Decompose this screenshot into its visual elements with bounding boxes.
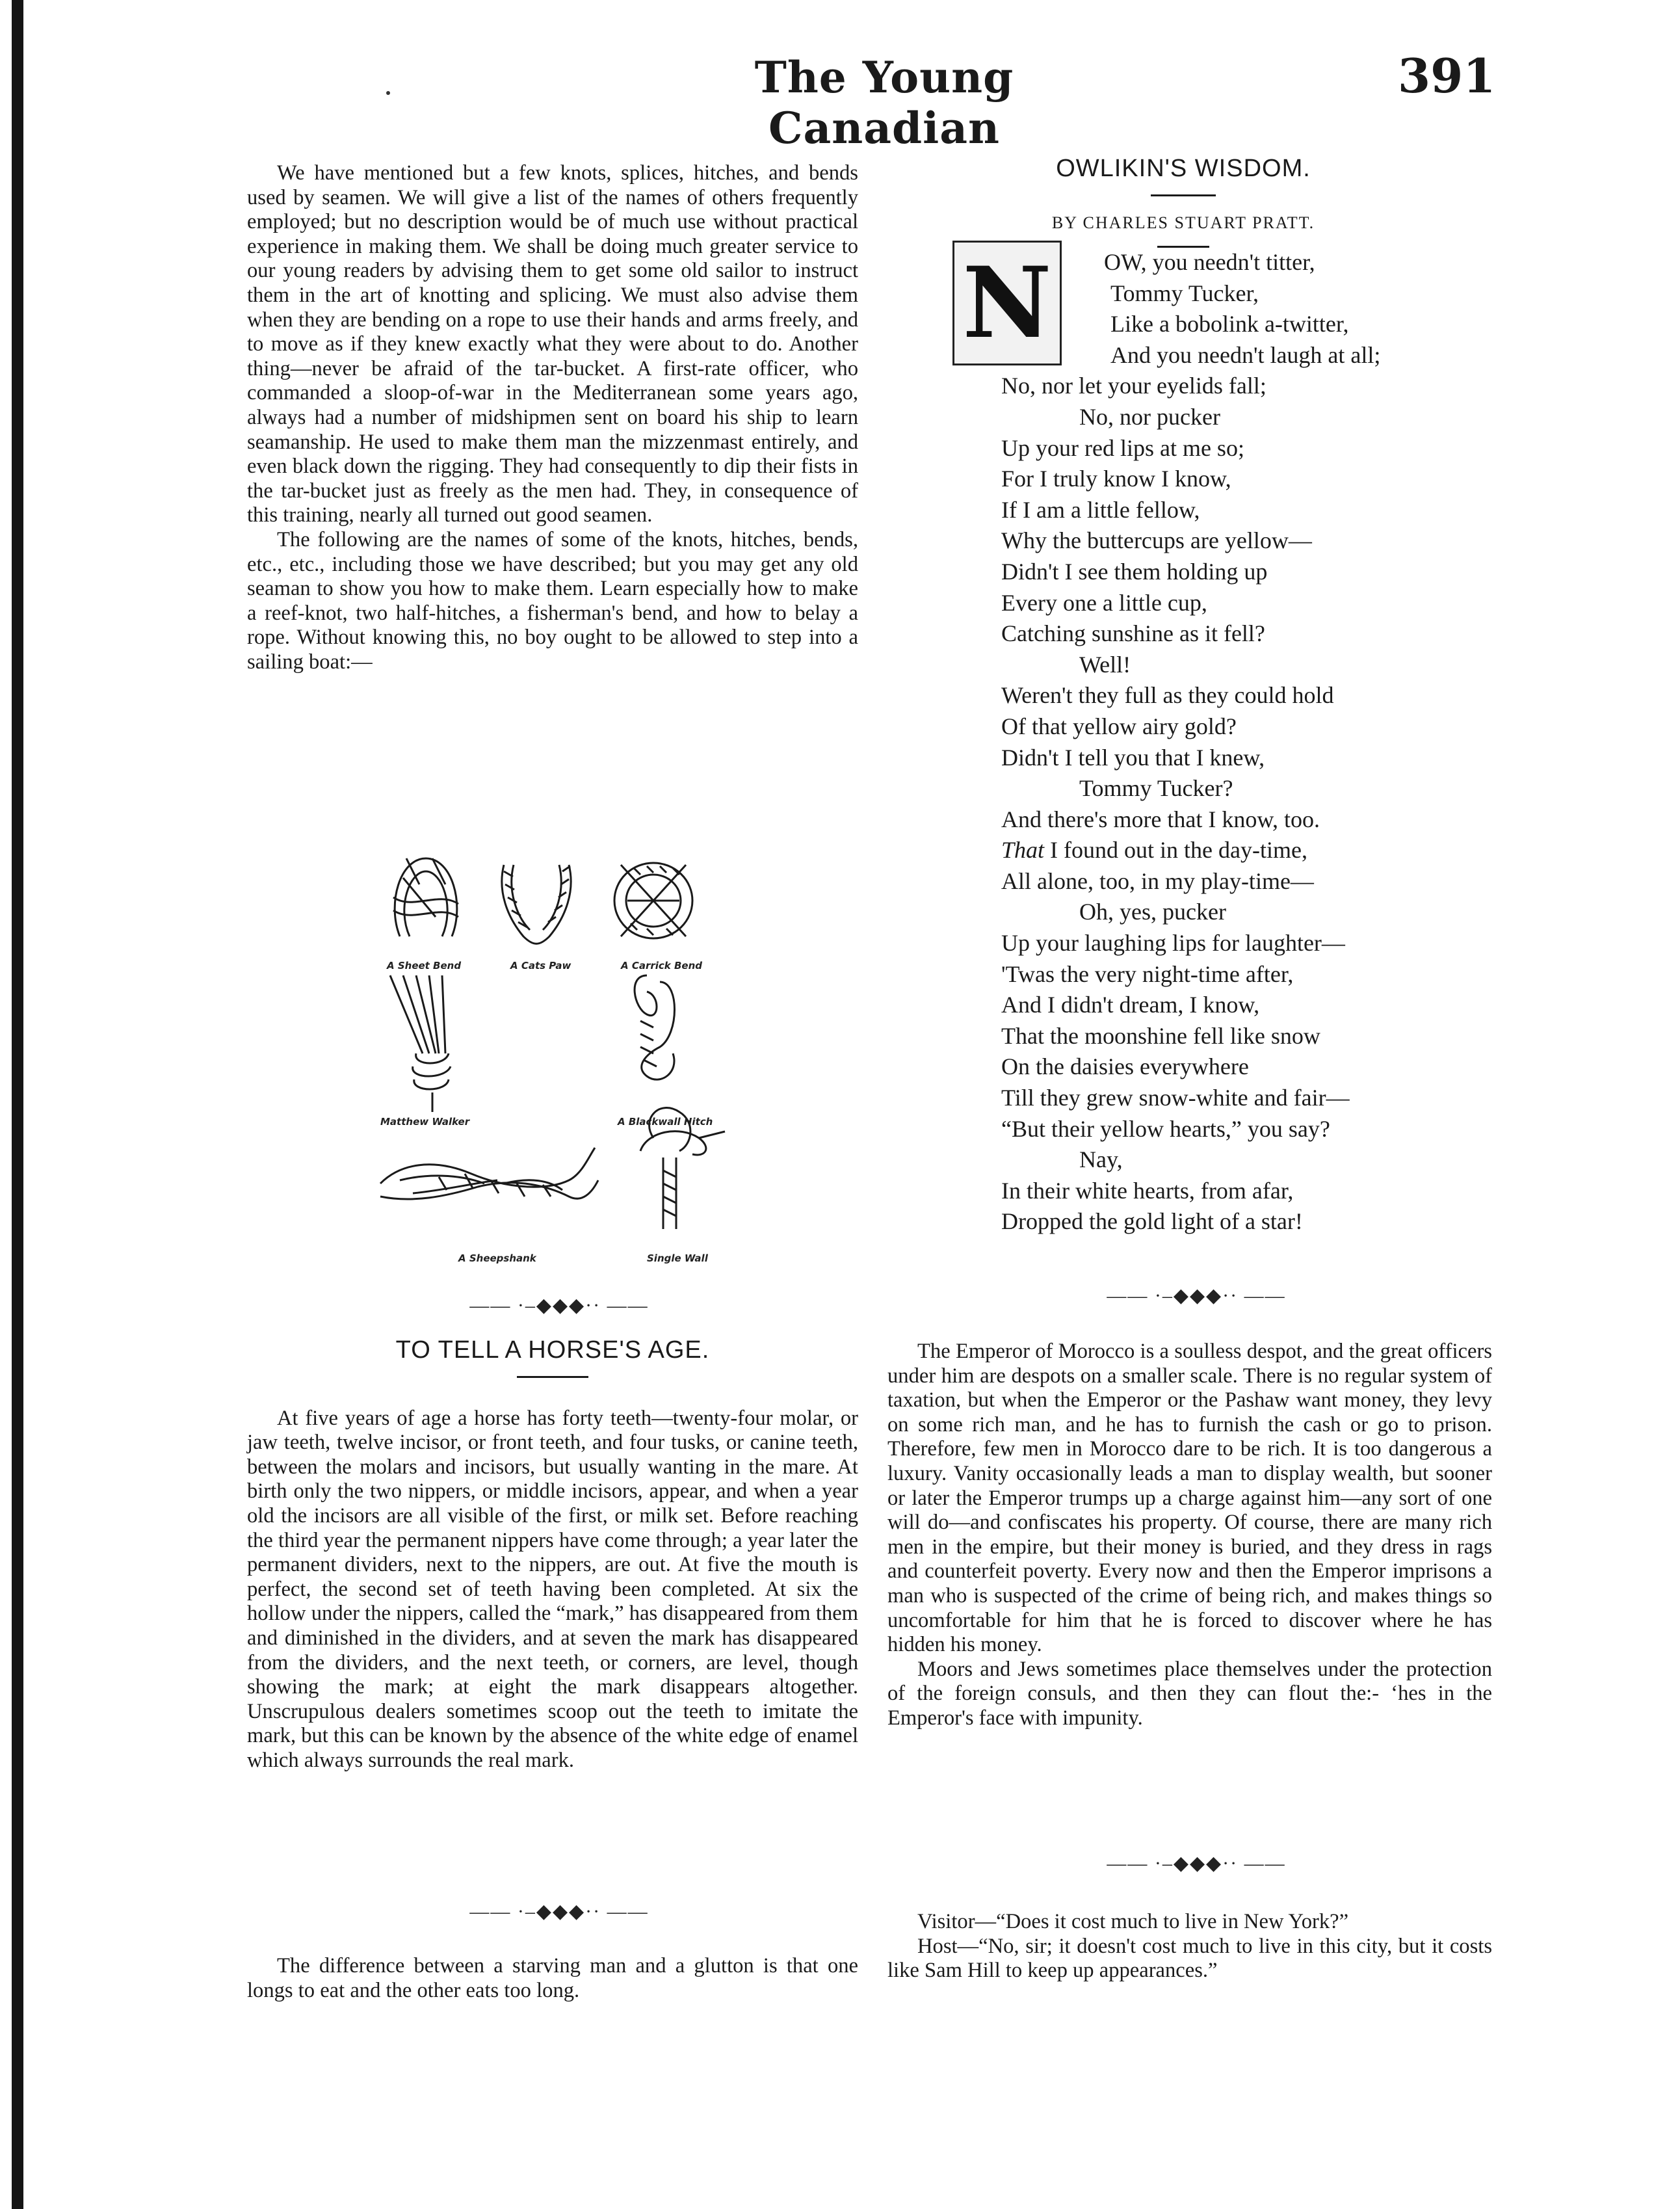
horse-article-title: TO TELL A HORSE'S AGE. bbox=[395, 1336, 710, 1364]
poem-line: Every one a little cup, bbox=[1001, 589, 1207, 616]
poem-line: No, nor pucker bbox=[1079, 403, 1220, 430]
poem-line: Nay, bbox=[1079, 1146, 1123, 1173]
poem-line: On the daisies everywhere bbox=[1001, 1053, 1249, 1080]
knots-article bbox=[247, 161, 858, 674]
poem-line: That the moonshine fell like snow bbox=[1001, 1022, 1320, 1049]
poem-line: Didn't I see them holding up bbox=[1001, 558, 1268, 585]
poem-body bbox=[1001, 247, 1469, 1237]
poem-heading bbox=[897, 155, 1469, 248]
label-carrick-bend: A Carrick Bend bbox=[621, 960, 703, 972]
poem-line: And I didn't dream, I know, bbox=[1001, 992, 1260, 1018]
ornament-divider: —— ·–◆◆◆·· —— bbox=[469, 1901, 649, 1922]
poem-line: Tommy Tucker? bbox=[1079, 775, 1233, 802]
poem-line: No, nor let your eyelids fall; bbox=[1001, 373, 1267, 399]
poem-line: Like a bobolink a-twitter, bbox=[1110, 311, 1349, 337]
glutton-note bbox=[247, 1954, 858, 2003]
drop-cap-letter: N bbox=[962, 246, 1052, 360]
poem-line: All alone, too, in my play-time— bbox=[1001, 867, 1314, 894]
poem-line: Up your red lips at me so; bbox=[1001, 434, 1244, 461]
poem-line: OW, you needn't titter, bbox=[1104, 249, 1315, 275]
host-line: Host—“No, sir; it doesn't cost much to live in this city, but it costs like Sam Hill to keep up appearances.” bbox=[887, 1934, 1492, 1983]
poem-line: And you needn't laugh at all; bbox=[1110, 341, 1381, 368]
poem-line: 'Twas the very night-time after, bbox=[1001, 960, 1294, 987]
poem-line: Weren't they full as they could hold bbox=[1001, 682, 1334, 709]
page-header bbox=[0, 0, 1680, 153]
poem-line: If I am a little fellow, bbox=[1001, 496, 1200, 523]
matthew-walker-drawing bbox=[390, 975, 451, 1112]
sheet-bend-drawing bbox=[393, 858, 458, 936]
poem-line: For I truly know I know, bbox=[1001, 466, 1231, 492]
sheepshank-drawing bbox=[380, 1148, 598, 1199]
cats-paw-drawing bbox=[502, 865, 571, 944]
morocco-article bbox=[887, 1340, 1492, 1731]
poem-line: Dropped the gold light of a star! bbox=[1001, 1208, 1303, 1235]
title-rule bbox=[517, 1376, 588, 1378]
poem-byline: BY CHARLES STUART PRATT. bbox=[1051, 213, 1315, 232]
morocco-paragraph-1: The Emperor of Morocco is a soulless despot, and the great officers under him are despots on a smaller scale. There is no regular system of taxation, but when the Emperor or the Pashaw want money, they levy on some rich man, and he has to furnish the cash or go to prison. Therefore, few men in Morocco dare to be rich. It is too dangerous a luxury. Vanity occasionally leads a man to display wealth, but sooner or later the Emperor trumps up a charge against him—any sort of one will do—and confiscates his property. Of course, there are many rich men in the empire, but their money is buried, and they dress in rags and counterfeit poverty. Every now and then the Emperor imprisons a man who is suspected of the crime of being rich, and makes things so uncomfortable for him that he is forced to discover where he has hidden his money. bbox=[887, 1340, 1492, 1657]
label-sheepshank: A Sheepshank bbox=[458, 1252, 536, 1264]
label-sheet-bend: A Sheet Bend bbox=[387, 960, 462, 972]
horse-paragraph: At five years of age a horse has forty teeth—twenty-four molar, or jaw teeth, twelve incisor, or front teeth, and four tusks, or canine teeth, between the molars and incisors, but usually wanting in the mare. At birth only the two nippers, or middle incisors, appear, and when a year old the incisors are all visible of the first, or milk set. Before reaching the third year the permanent nippers have come through; a year later the permanent dividers, next to the nippers, are out. At five the mouth is perfect, the second set of teeth having been completed. At six the hollow under the nippers, called the “mark,” has disappeared from them and diminished in the dividers, and at seven the mark has disappeared from the dividers, and the next teeth, or corners, are level, though showing the mark; at eight the mark disappears altogether. Unscrupulous dealers sometimes scoop out the teeth to imitate the mark, but this can be known by the absence of the white edge of enamel which always surrounds the real mark. bbox=[247, 1406, 858, 1772]
page-number: 391 bbox=[1398, 48, 1496, 103]
speck bbox=[386, 91, 390, 95]
poem-line: Well! bbox=[1079, 651, 1131, 678]
new-york-joke bbox=[887, 1910, 1492, 1983]
horse-article bbox=[247, 1338, 858, 1773]
poem-line: I found out in the day-time, bbox=[1044, 837, 1307, 864]
poem-line: Till they grew snow-white and fair— bbox=[1001, 1085, 1350, 1111]
label-cats-paw: A Cats Paw bbox=[510, 960, 571, 972]
blackwall-hitch-drawing bbox=[635, 975, 674, 1079]
poem-line: In their white hearts, from afar, bbox=[1001, 1177, 1294, 1204]
poem-line: Up your laughing lips for laughter— bbox=[1001, 930, 1345, 957]
knots-paragraph-1: We have mentioned but a few knots, splices, hitches, and bends used by seamen. We will give a list of the names of others frequently employed; but no description would be of much use without practical experience in making them. We shall be doing much greater service to our young readers by advising them to get some old sailor to instruct them in the art of knotting and splicing. We must also advise them when they are bending on a rope to use their hands and arms freely, and to move as if they knew exactly what they were about to do. Another thing—never be afraid of the tar-bucket. A first-rate officer, who commanded a sloop-of-war in the Mediterranean some years ago, always had a number of midshipmen sent on board his ship to learn seamanship. He used to make them man the mizzenmast entirely, and even black down the rigging. They had consequently to dip their fists in the tar-bucket just as freely as the men had. They, in consequence of this training, nearly all turned out good seamen. bbox=[247, 161, 858, 527]
visitor-line: Visitor—“Does it cost much to live in New York?” bbox=[917, 1910, 1349, 1933]
page-spine bbox=[12, 0, 23, 2209]
poem-line: Oh, yes, pucker bbox=[1079, 899, 1226, 925]
poem-line: Of that yellow airy gold? bbox=[1001, 713, 1237, 739]
masthead-title: The Young Canadian bbox=[754, 52, 1014, 153]
poem-title: OWLIKIN'S WISDOM. bbox=[1056, 155, 1311, 182]
poem-line-italic: That bbox=[1001, 837, 1045, 864]
poem-line: And there's more that I know, too. bbox=[1001, 806, 1320, 832]
poem-line: “But their yellow hearts,” you say? bbox=[1001, 1115, 1330, 1142]
poem-line: Didn't I tell you that I knew, bbox=[1001, 744, 1265, 771]
label-matthew-walker: Matthew Walker bbox=[380, 1116, 470, 1128]
ornament-divider: —— ·–◆◆◆·· —— bbox=[1107, 1853, 1286, 1874]
morocco-paragraph-2: Moors and Jews sometimes place themselves under the protection of the foreign consuls, and then they can flout the:- ‘hes in the Emperor's face with impunity. bbox=[887, 1657, 1492, 1730]
poem-line: Tommy Tucker, bbox=[1110, 280, 1259, 306]
ornament-divider: —— ·–◆◆◆·· —— bbox=[1107, 1285, 1286, 1306]
carrick-bend-drawing bbox=[614, 863, 692, 938]
knots-figure bbox=[374, 852, 738, 1268]
poem-line: Why the buttercups are yellow— bbox=[1001, 527, 1312, 554]
title-rule bbox=[1151, 194, 1216, 196]
label-single-wall: Single Wall bbox=[647, 1252, 708, 1264]
glutton-text: The difference between a starving man and a glutton is that one longs to eat and the other eats too long. bbox=[247, 1954, 858, 2002]
label-blackwall-hitch: A Blackwall Hitch bbox=[618, 1116, 713, 1128]
poem-line: Catching sunshine as it fell? bbox=[1001, 620, 1265, 647]
ornament-divider: —— ·–◆◆◆·· —— bbox=[469, 1295, 649, 1316]
knots-paragraph-2: The following are the names of some of the knots, hitches, bends, etc., etc., including those we have described; but you may get any old seaman to show you how to make them. Learn especially how to make a reef-knot, two half-hitches, a fisherman's bend, and how to belay a rope. Without knowing this, no boy ought to be allowed to step into a sailing boat:— bbox=[247, 527, 858, 674]
